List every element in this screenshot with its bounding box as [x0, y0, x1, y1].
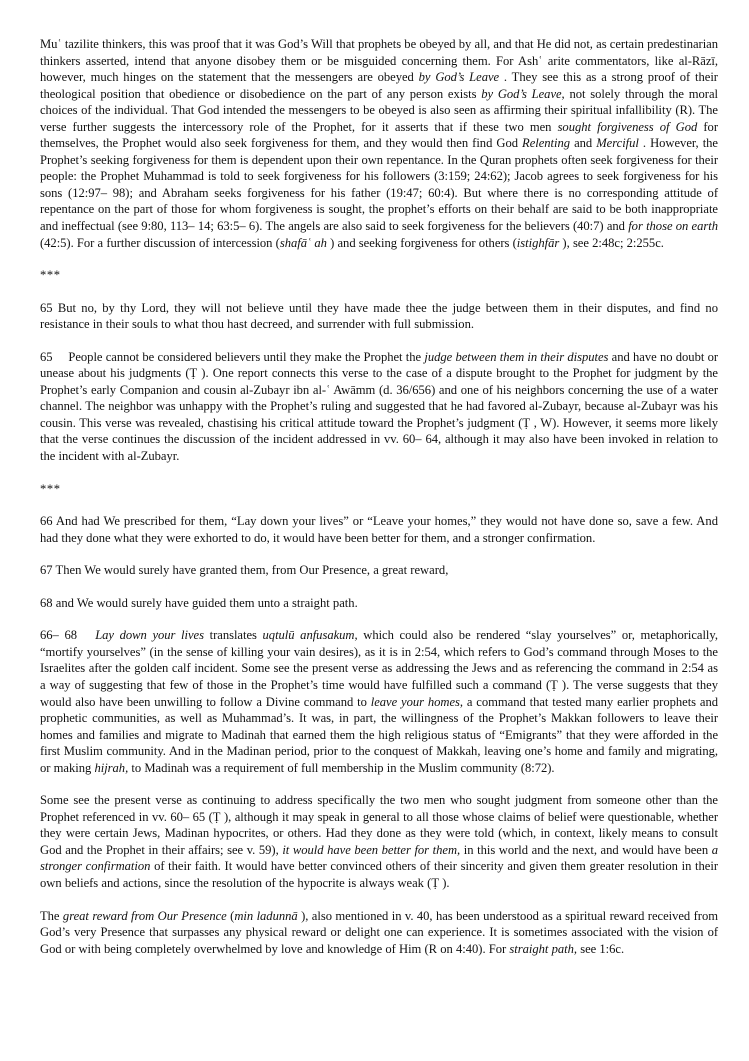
text-run: Some see the present verse as continuing to address specifically the two men who sought judgment from someone other than the Prophet referenced in vv. 60– 65 (Ṭ ), although it may speak in general to all those whose claims of belief were questionable, whether they were certain Jews, Madinan hypocrites, or others. Had they done as they were told (which, in context, likely means to consult God and the Prophet in their affairs; see v. 59), [40, 793, 718, 857]
paragraph-commentary-two-men [40, 792, 718, 891]
text-run: a command that tested many earlier prophets and prophetic communities, as well as Muhammad’s. It was, in part, the willingness of the Prophet’s Makkan followers to leave their homes and families and migrate to Madinah that earned them the high religious status of “Emigrants” that they were afforded in the first Muslim community. And in the Madinan period, prior to the conquest of Makkah, leaving one’s home and family and migrating, or making [40, 694, 718, 775]
text-run: The [40, 908, 63, 923]
text-run: which could also be rendered “slay yourselves” or, metaphorically, “mortify yourselves” (in the sense of killing your vain desires), as it is in 2:54, which refers to God’s command through Moses to the Israelites after the golden calf incident. Some see the present verse as addressing the Jews and as referencing the command in 2:54 as a way of suggesting that few of those in the Prophet’s time would have fulfilled such a command (Ṭ ). The verse suggests that they would also have been unwilling to follow a Divine command to [40, 628, 718, 709]
text-run: . They see this as a strong proof of their theological position that obedience or disobedience on the part of any person exists [40, 70, 718, 101]
text-run: 66– 68 [40, 628, 96, 643]
text-run: (42:5). For a further discussion of intercession ( [40, 235, 280, 250]
section-separator-2: *** [40, 481, 61, 496]
italic-phrase-merciful: Merciful [596, 136, 639, 151]
text-run: and [570, 136, 597, 151]
text-run: Muʿ tazilite thinkers, this was proof that it was God’s Will that prophets be obeyed by all, and that He did not, as certain predestinarian thinkers asserted, intend that anyone disobey them or be misguided concerning them. For Ashʿ arite commentators, like al-Rāzī, however, much hinges on the statement that the messengers are obeyed [40, 37, 718, 85]
text-run: 65 People cannot be considered believers until they make the Prophet the [40, 349, 425, 364]
italic-phrase-for-those-on-earth: for those on earth [628, 219, 718, 234]
text-run: not solely through the moral choices of the individual. That God intended the messengers to be obeyed is also seen as affirming their spiritual infallibility (R). The verse further suggests the intercessory role of the Prophet, for it asserts that if these two men [40, 86, 719, 134]
italic-phrase-by-gods-leave-2: by God’s Leave, [481, 86, 565, 101]
italic-phrase-by-gods-leave-1: by God’s Leave [418, 70, 500, 85]
verse-66-translation: 66 And had We prescribed for them, “Lay down your lives” or “Leave your homes,” they would not have done so, save a few. And had they done what they were exhorted to do, it would have been better for them, and a stronger confirmation. [40, 514, 718, 545]
text-run: ), also mentioned in v. 40, has been understood as a spiritual reward received from God’s very Presence that surpasses any physical reward or delight one can experience. It is sometimes associated with the vision of God or with being completely overwhelmed by love and knowledge of Him (R on 4:40). For [40, 908, 718, 956]
text-run: and have no doubt or unease about his judgments (Ṭ ). One report connects this verse to the case of a dispute brought to the Prophet for judgment by the Prophet’s early Companion and cousin al-Zubayr ibn al-ʿ Awāmm (d. 36/656) and one of his neighbors concerning the use of a water channel. The neighbor was unhappy with the Prophet’s ruling and suggested that he had favored al-Zubayr, because al-Zubayr was his cousin. This verse was revealed, chastising his critical attitude toward the Prophet’s judgment (Ṭ , W). However, it seems more likely that the verse continues the discussion of the incident addressed in vv. 60– 64, although it may also have been invoked in relation to the incident with al-Zubayr. [40, 349, 719, 464]
verse-65-translation: 65 But no, by thy Lord, they will not believe until they have made thee the judge between them in their disputes, and find no resistance in their souls to what thou hast decreed, and surrender with full submission. [40, 300, 718, 332]
paragraph-commentary-66-68 [40, 627, 718, 776]
text-run: . However, the Prophet’s seeking forgiveness for them is dependent upon their own repentance. In the Quran prophets often seek forgiveness for their people: the Prophet Muhammad is told to seek forgiveness for his followers (3:159; 24:62); Jacob agrees to seek forgiveness for his sons (12:97– 98); and Abraham seeks forgiveness for his father (19:47; 60:4). But where there is no corresponding attitude of repentance on the part of those for whom forgiveness is sought, the prophet’s efforts on their behalf are said to be both inappropriate and ineffectual (see 9:80, 113– 14; 63:5– 6). The angels are also said to seek forgiveness for the believers (40:7) and [40, 136, 718, 234]
verse-68-translation: 68 and We would surely have guided them unto a straight path. [40, 595, 358, 610]
italic-term-hijrah: hijrah, [94, 760, 129, 775]
italic-phrase-great-reward: great reward from Our Presence [62, 908, 227, 923]
paragraph-commentary-65 [40, 349, 718, 465]
italic-phrase-straight-path: straight path, [509, 941, 577, 956]
text-run: to Madinah was a requirement of full membership in the Muslim community (8:72). [128, 760, 555, 775]
verse-67-translation: 67 Then We would surely have granted them, from Our Presence, a great reward, [40, 563, 449, 578]
paragraph-commentary-intro [40, 36, 718, 251]
italic-phrase-lay-down-your-lives: Lay down your lives [95, 628, 204, 643]
italic-phrase-sought-forgiveness: sought forgiveness of God [557, 119, 698, 134]
italic-phrase-relenting: Relenting [522, 136, 571, 151]
italic-phrase-stronger-confirmation: a stronger confirmation [40, 842, 719, 874]
text-run: ) and seeking forgiveness for others ( [326, 235, 517, 250]
italic-term-min-ladunna: min ladunnā [234, 908, 298, 923]
italic-term-shafaah: shafāʿ ah [279, 235, 327, 250]
italic-phrase-leave-your-homes: leave your homes, [370, 694, 463, 709]
italic-term-uqtulu-anfusakum: uqtulū anfusakum, [262, 628, 358, 643]
italic-term-istighfar: istighfār [516, 235, 560, 250]
text-run: ), see 2:48c; 2:255c. [559, 235, 664, 250]
paragraph-commentary-great-reward [40, 908, 718, 958]
text-run: in this world and the next, and would have been [460, 842, 712, 857]
text-run: ( [226, 908, 235, 923]
section-separator-1: *** [40, 268, 61, 283]
italic-phrase-better-for-them: it would have been better for them, [282, 842, 461, 857]
text-run: translates [203, 628, 263, 643]
italic-phrase-judge-between-them: judge between them in their disputes [424, 349, 609, 364]
text-run: for themselves, the Prophet would also seek forgiveness for them, and they would then find God [40, 119, 718, 151]
text-run: of their faith. It would have better convinced others of their sincerity and given them greater resolution in their own beliefs and actions, since the resolution of the hypocrite is always weak (Ṭ ). [40, 859, 718, 890]
text-run: see 1:6c. [576, 941, 625, 956]
